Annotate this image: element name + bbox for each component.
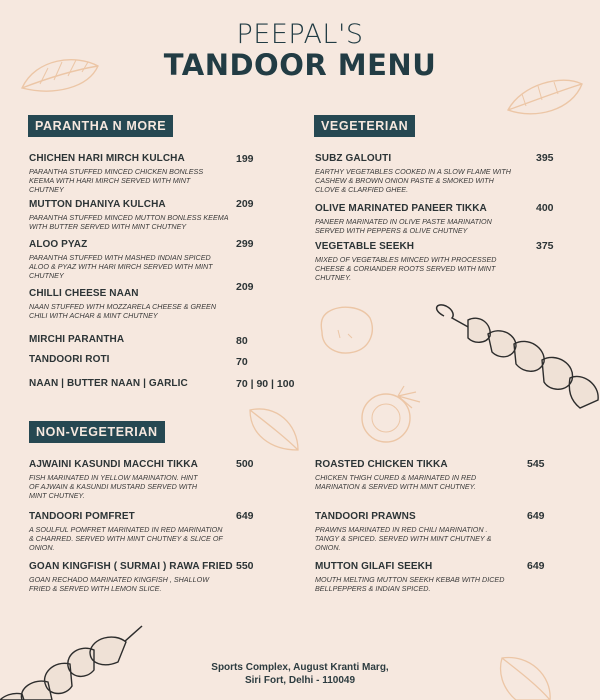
- menu-item: [29, 288, 299, 320]
- item-name: CHICHEN HARI MIRCH KULCHA: [29, 153, 185, 164]
- item-price: 400: [536, 202, 554, 214]
- menu-item: [29, 561, 299, 593]
- item-name: TANDOORI POMFRET: [29, 511, 135, 522]
- item-price: 375: [536, 240, 554, 252]
- menu-title: TANDOOR MENU: [163, 48, 437, 82]
- item-name: MUTTON GILAFI SEEKH: [315, 561, 433, 572]
- item-name: NAAN | BUTTER NAAN | GARLIC: [29, 378, 188, 389]
- item-description: PARANTHA STUFFED WITH MASHED INDIAN SPICED ALOO & PYAZ WITH HARI MIRCH SERVED WITH MINT CHUTNEY: [29, 253, 213, 280]
- item-description: PRAWNS MARINATED IN RED CHILI MARINATION . TANGY & SPICED. SERVED WITH MINT CHUTNEY & ONION.: [315, 525, 492, 552]
- item-price: 500: [236, 458, 254, 470]
- menu-item: [29, 153, 299, 194]
- item-description: MIXED OF VEGETABLES MINCED WITH PROCESSED CHEESE & CORIANDER ROOTS SERVED WITH MINT CHUTNEY.: [315, 255, 497, 282]
- menu-item: [29, 511, 299, 552]
- section-heading-parantha: PARANTHA N MORE: [28, 115, 173, 137]
- menu-item: [29, 334, 299, 345]
- item-price: 299: [236, 238, 254, 250]
- item-name: SUBZ GALOUTI: [315, 153, 392, 164]
- item-name: CHILLI CHEESE NAAN: [29, 288, 139, 299]
- item-price: 649: [527, 510, 545, 522]
- leaf-icon: [502, 76, 586, 120]
- item-name: AJWAINI KASUNDI MACCHI TIKKA: [29, 459, 198, 470]
- item-name: TANDOORI PRAWNS: [315, 511, 416, 522]
- item-description: CHICKEN THIGH CURED & MARINATED IN RED MARINATION & SERVED WITH MINT CHUTNEY.: [315, 473, 477, 491]
- item-price: 209: [236, 198, 254, 210]
- item-price: 209: [236, 281, 254, 293]
- item-price: 70 | 90 | 100: [236, 378, 295, 390]
- item-name: ALOO PYAZ: [29, 239, 88, 250]
- address: [0, 661, 600, 687]
- item-description: A SOULFUL POMFRET MARINATED IN RED MARINATION & CHARRED. SERVED WITH MINT CHUTNEY & SLICE OF ONION.: [29, 525, 223, 552]
- menu-item: [29, 354, 299, 365]
- address-line-1: Sports Complex, August Kranti Marg,: [211, 662, 389, 673]
- menu-item: [29, 239, 299, 280]
- item-name: MIRCHI PARANTHA: [29, 334, 125, 345]
- brand-name: PEEPAL'S: [236, 19, 364, 50]
- kebab-skewer-icon: [430, 304, 600, 414]
- leaf-icon: [246, 404, 302, 454]
- item-price: 649: [527, 560, 545, 572]
- item-description: NAAN STUFFED WITH MOZZARELA CHEESE & GREEN CHILI WITH ACHAR & MINT CHUTNEY: [29, 302, 217, 320]
- item-name: OLIVE MARINATED PANEER TIKKA: [315, 203, 487, 214]
- item-name: ROASTED CHICKEN TIKKA: [315, 459, 448, 470]
- item-name: GOAN KINGFISH ( SURMAI ) RAWA FRIED: [29, 561, 233, 572]
- item-description: GOAN RECHADO MARINATED KINGFISH , SHALLOW FRIED & SERVED WITH LEMON SLICE.: [29, 575, 209, 593]
- item-name: VEGETABLE SEEKH: [315, 241, 415, 252]
- menu-item: [29, 199, 299, 231]
- item-price: 649: [236, 510, 254, 522]
- section-heading-nonveg: NON-VEGETERIAN: [29, 421, 165, 443]
- item-price: 395: [536, 152, 554, 164]
- item-description: MOUTH MELTING MUTTON SEEKH KEBAB WITH DICED BELLPEPPERS & INDIAN SPICED.: [315, 575, 505, 593]
- item-description: PANEER MARINATED IN OLIVE PASTE MARINATION SERVED WITH PEPPERS & OLIVE CHUTNEY: [315, 217, 492, 235]
- potato-icon: [318, 304, 376, 356]
- item-name: MUTTON DHANIYA KULCHA: [29, 199, 166, 210]
- tomato-icon: [354, 384, 430, 444]
- item-name: TANDOORI ROTI: [29, 354, 110, 365]
- item-description: FISH MARINATED IN YELLOW MARINATION. HINT OF AJWAIN & KASUNDI MUSTARD SERVED WITH MINT CHUTNEY.: [29, 473, 198, 500]
- menu-item: [29, 459, 299, 500]
- item-description: PARANTHA STUFFED MINCED MUTTON BONLESS KEEMA WITH BUTTER SERVED WITH MINT CHUTNEY: [29, 213, 229, 231]
- item-price: 70: [236, 356, 248, 368]
- item-price: 550: [236, 560, 254, 572]
- item-description: EARTHY VEGETABLES COOKED IN A SLOW FLAME WITH CASHEW & BROWN ONION PASTE & SMOKED WITH CLOVE & CLARFIED GHEE.: [315, 167, 511, 194]
- address-line-2: Siri Fort, Delhi - 110049: [244, 675, 356, 686]
- item-price: 199: [236, 153, 254, 165]
- item-description: PARANTHA STUFFED MINCED CHICKEN BONLESS KEEMA WITH HARI MIRCH SERVED WITH MINT CHUTNEY: [29, 167, 204, 194]
- item-price: 545: [527, 458, 545, 470]
- item-price: 80: [236, 335, 248, 347]
- section-heading-veg: VEGETERIAN: [314, 115, 415, 137]
